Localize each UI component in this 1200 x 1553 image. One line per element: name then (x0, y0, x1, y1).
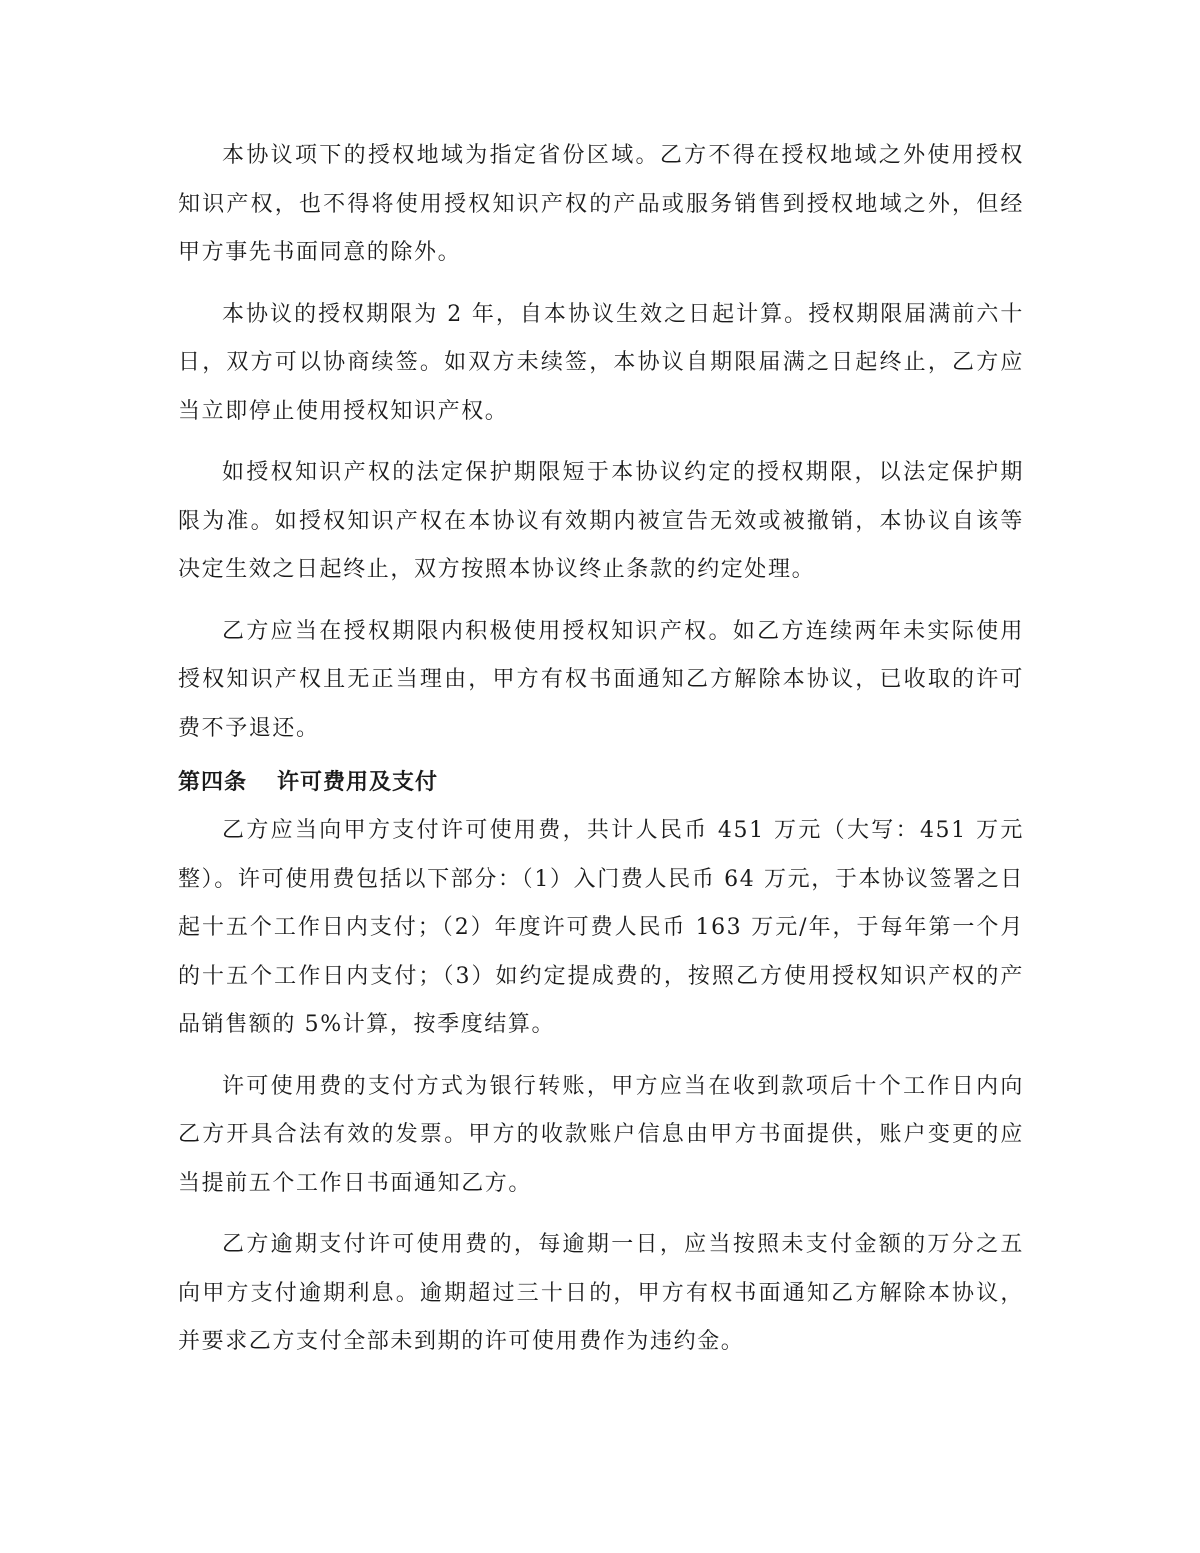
section-title: 许可费用及支付 (277, 770, 439, 795)
paragraph-late-payment: 乙方逾期支付许可使用费的，每逾期一日，应当按照未支付金额的万分之五向甲方支付逾期利息。逾期超过三十日的，甲方有权书面通知乙方解除本协议，并要求乙方支付全部未到期的许可使用费作为违约金。 (178, 1232, 1024, 1354)
paragraph-territory: 本协议项下的授权地域为指定省份区域。乙方不得在授权地域之外使用授权知识产权，也不得将使用授权知识产权的产品或服务销售到授权地域之外，但经甲方事先书面同意的除外。 (178, 143, 1024, 265)
document-page (178, 132, 1024, 1367)
paragraph-protection-period: 如授权知识产权的法定保护期限短于本协议约定的授权期限，以法定保护期限为准。如授权知识产权在本协议有效期内被宣告无效或被撤销，本协议自该等决定生效之日起终止，双方按照本协议终止条款的约定处理。 (178, 460, 1024, 582)
paragraph-use-obligation: 乙方应当在授权期限内积极使用授权知识产权。如乙方连续两年未实际使用授权知识产权且无正当理由，甲方有权书面通知乙方解除本协议，已收取的许可费不予退还。 (178, 618, 1024, 741)
section-heading (178, 759, 1024, 807)
section-number: 第四条 (178, 770, 248, 795)
paragraph-payment-method: 许可使用费的支付方式为银行转账，甲方应当在收到款项后十个工作日内向乙方开具合法有效的发票。甲方的收款账户信息由甲方书面提供，账户变更的应当提前五个工作日书面通知乙方。 (178, 1073, 1024, 1196)
paragraph-term: 本协议的授权期限为 2 年，自本协议生效之日起计算。授权期限届满前六十日，双方可以协商续签。如双方未续签，本协议自期限届满之日起终止，乙方应当立即停止使用授权知识产权。 (178, 301, 1024, 424)
paragraph-license-fee: 乙方应当向甲方支付许可使用费，共计人民币 451 万元（大写：451 万元整）。许可使用费包括以下部分：（1）入门费人民币 64 万元，于本协议签署之日起十五个工作日内支付；（2）年度许可费人民币 163 万元/年，于每年第一个月的十五个工作日内支付；（3）如约定提成费的，按照乙方使用授权知识产权的产品销售额的 5%计算，按季度结算。 (178, 818, 1024, 1037)
